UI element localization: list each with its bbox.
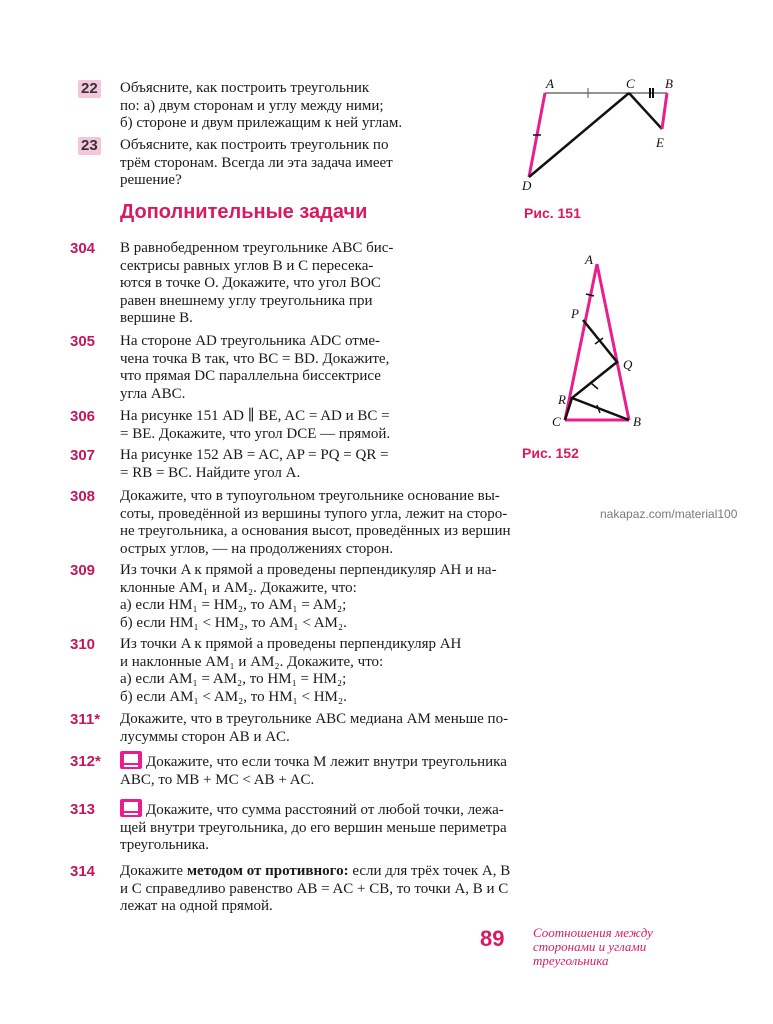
zigzag-pqrb	[572, 320, 629, 420]
segment-ce	[629, 93, 662, 129]
label-c: C	[626, 76, 635, 91]
label-q: Q	[623, 357, 633, 372]
problem-number: 311*	[70, 711, 101, 728]
problem-number: 313	[70, 801, 96, 818]
label-p: P	[571, 306, 579, 321]
problem-number: 309	[70, 562, 96, 579]
page-number: 89	[480, 926, 505, 951]
label-d: D	[522, 178, 532, 193]
figure-151-caption: Рис. 151	[524, 205, 581, 221]
problem-number: 306	[70, 408, 96, 425]
problem-313-text: Докажите, что сумма расстояний от любой точки, лежа- щей внутри треугольника, до его вершин меньше периметра треугольника.	[120, 799, 507, 855]
problem-308-text: Докажите, что в тупоугольном треугольнике основание вы- соты, проведённой из вершины тупого угла, лежит на сторо- не треугольника, а основания высот, проведённых из вершин острых углов, — на продолжениях сторон.	[120, 488, 511, 557]
problem-314-text: Докажите методом от противного: если для трёх точек A, B и C справедливо равенство AB = AC + CB, то точки A, B и C лежат на одной прямой.	[120, 863, 511, 914]
watermark: nakapaz.com/material100	[598, 506, 739, 524]
figure-151	[510, 72, 690, 197]
problem-311-text: Докажите, что в треугольнике ABC медиана AM меньше по- лусуммы сторон AB и AC.	[120, 711, 509, 745]
question-22-text: Объясните, как построить треугольник по: а) двум сторонам и углу между ними; б) стороне и двум прилежащим к ней углам.	[120, 80, 403, 131]
label-b: B	[665, 76, 673, 91]
problem-number: 314	[70, 863, 96, 880]
section-heading: Дополнительные задачи	[120, 201, 368, 223]
problem-306-text: На рисунке 151 AD ∥ BE, AC = AD и BC = = BE. Докажите, что угол DCE — прямой.	[120, 408, 391, 442]
label-c: C	[552, 414, 561, 429]
problem-310-text: Из точки A к прямой a проведены перпендикуляр AH и наклонные AM₁ и AM₂. Докажите, что: а) если AM₁ = AM₂, то HM₁ = HM₂; б) если AM₁ < AM₂, то HM₁ < HM₂.	[120, 636, 462, 705]
problem-305-text: На стороне AD треугольника ADC отме- чена точка B так, что BC = BD. Докажите, что прямая DC параллельна биссектрисе угла ABC.	[120, 333, 390, 402]
question-number: 22	[78, 80, 101, 98]
computer-icon	[120, 799, 142, 817]
problem-number: 305	[70, 333, 96, 350]
label-a: A	[546, 76, 554, 91]
label-b: B	[633, 414, 641, 429]
problem-number: 312*	[70, 753, 101, 770]
segment-be	[662, 93, 667, 129]
question-23-text: Объясните, как построить треугольник по трём сторонам. Всегда ли эта задача имеет решение?	[120, 137, 393, 188]
footer-chapter-title: Соотношения между сторонами и углами треугольника	[533, 925, 653, 968]
label-a: A	[585, 252, 593, 267]
computer-icon	[120, 751, 142, 769]
problem-number: 304	[70, 240, 96, 257]
side-ac	[565, 264, 597, 420]
problem-number: 308	[70, 488, 96, 505]
problem-312-text: Докажите, что если точка M лежит внутри треугольника ABC, то MB + MC < AB + AC.	[120, 751, 507, 789]
label-r: R	[558, 392, 566, 407]
question-number: 23	[78, 137, 101, 155]
problem-number: 307	[70, 447, 96, 464]
problem-number: 310	[70, 636, 96, 653]
problem-304-text: В равнобедренном треугольнике ABC бис- сектрисы равных углов B и C пересека- ются в точке O. Докажите, что угол BOC равен внешнему углу треугольника при вершине B.	[120, 240, 394, 326]
problem-309-text: Из точки A к прямой a проведены перпендикуляр AH и на- клонные AM₁ и AM₂. Докажите, что: а) если HM₁ = HM₂, то AM₁ = AM₂; б) если HM₁ < HM₂, то AM₁ < AM₂.	[120, 562, 497, 631]
label-e: E	[656, 135, 664, 150]
figure-152	[545, 252, 655, 434]
figure-152-caption: Рис. 152	[522, 445, 579, 461]
problem-307-text: На рисунке 152 AB = AC, AP = PQ = QR = = RB = BC. Найдите угол A.	[120, 447, 389, 481]
